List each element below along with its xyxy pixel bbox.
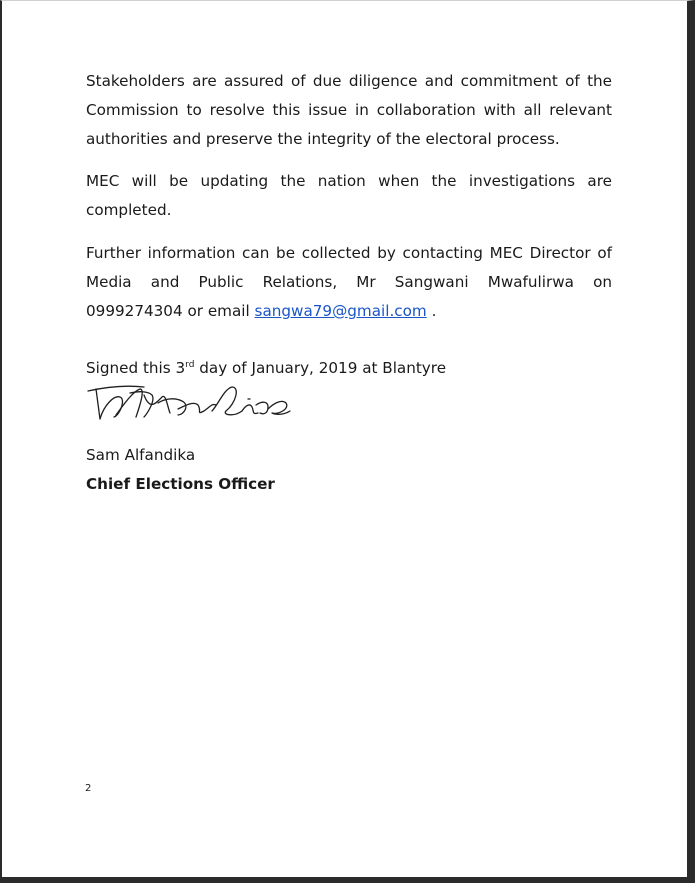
- page-number: 2: [85, 783, 92, 794]
- paragraph-updating-nation: MEC will be updating the nation when the investigations are completed.: [86, 172, 612, 219]
- paragraph-stakeholders: Stakeholders are assured of due diligence and commitment of the Commission to resolve this issue in collaboration with all relevant authorities and preserve the integrity of the electoral process.: [86, 72, 612, 148]
- paragraph-further-information: [86, 239, 612, 326]
- contact-text: Further information can be collected by contacting MEC Director of Media and Public Relations, Mr Sangwani Mwafulirwa on 0999274304 or email: [86, 244, 612, 320]
- handwritten-signature: [86, 381, 291, 427]
- signed-suffix: day of January, 2019 at Blantyre: [194, 359, 447, 377]
- signatory-title: Chief Elections Officer: [86, 475, 275, 493]
- contact-period: .: [431, 302, 437, 320]
- signed-prefix: Signed this 3: [86, 359, 186, 377]
- signed-line: [86, 355, 446, 381]
- ordinal-superscript: rd: [185, 360, 195, 370]
- signatory-name: Sam Alfandika: [86, 446, 196, 464]
- email-link[interactable]: sangwa79@gmail.com: [254, 302, 427, 320]
